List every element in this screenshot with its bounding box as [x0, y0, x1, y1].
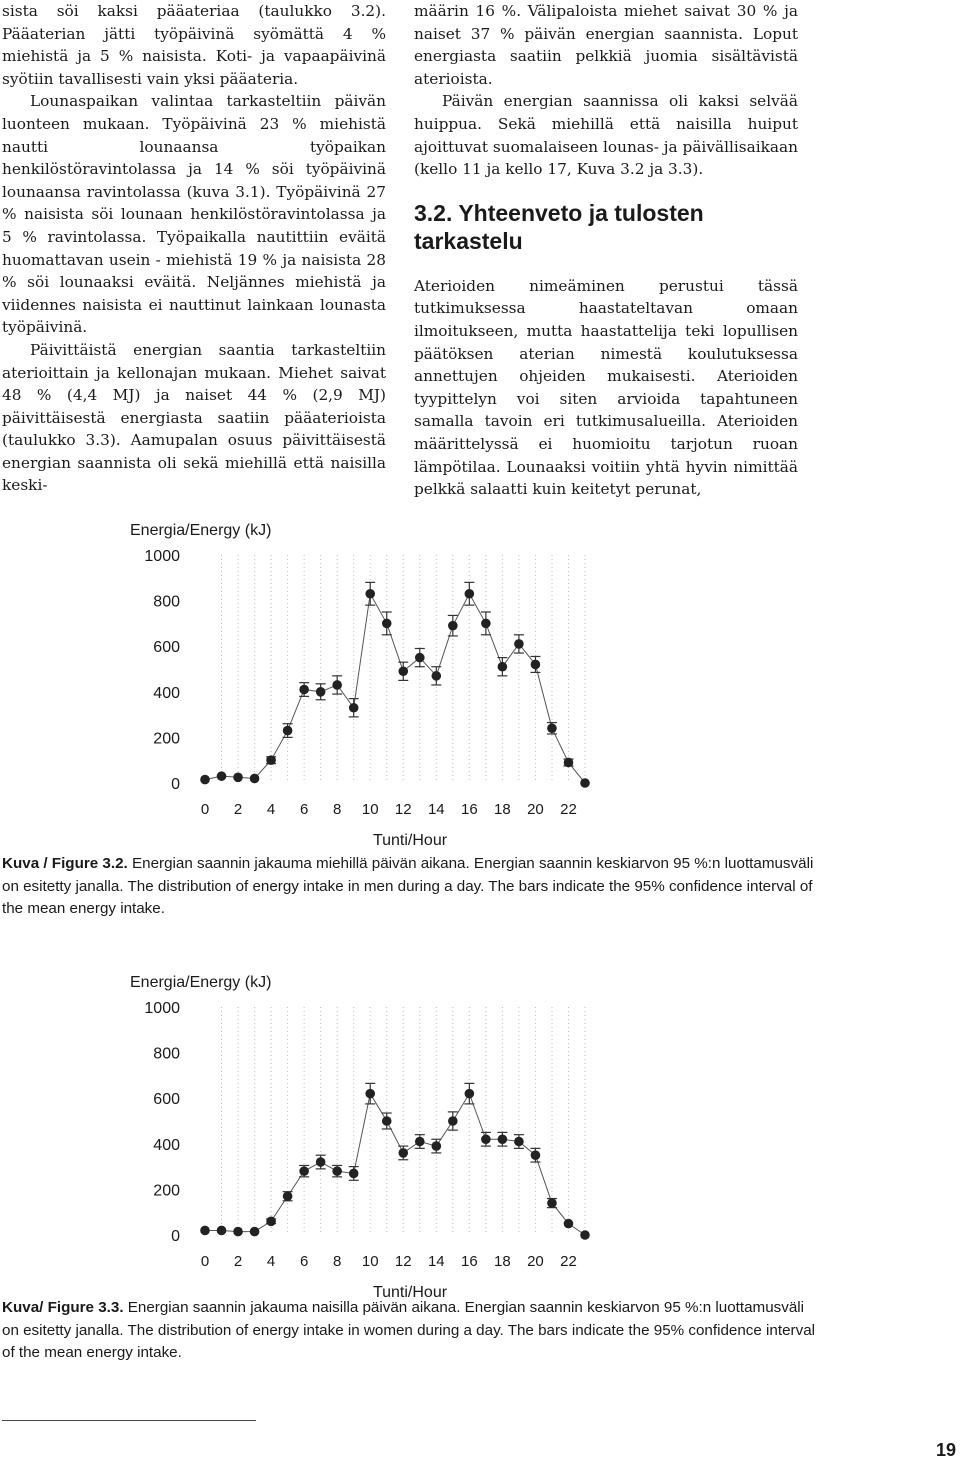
data-point [514, 1137, 524, 1147]
data-point [498, 1134, 508, 1144]
data-point [283, 726, 293, 736]
data-point [365, 589, 375, 599]
data-point [465, 589, 475, 599]
data-point [398, 666, 408, 676]
x-tick-label: 8 [333, 801, 342, 818]
y-tick-label: 0 [171, 776, 180, 793]
x-tick-label: 4 [266, 1253, 276, 1270]
x-tick-label: 0 [200, 1253, 210, 1270]
data-point [266, 755, 276, 765]
x-tick-label: 18 [494, 1253, 511, 1270]
data-point [382, 619, 392, 629]
data-point [580, 778, 590, 788]
data-point [299, 685, 309, 695]
x-tick-label: 22 [560, 1253, 577, 1270]
x-tick-label: 6 [299, 1253, 309, 1270]
x-tick-label: 4 [266, 801, 276, 818]
y-axis-title: Energia/Energy (kJ) [130, 522, 272, 539]
data-point [217, 771, 227, 781]
data-point [564, 758, 574, 768]
data-point [531, 1150, 541, 1160]
data-point [564, 1219, 574, 1229]
x-tick-label: 2 [233, 1253, 243, 1270]
data-point [481, 1134, 491, 1144]
y-tick-label: 1000 [144, 548, 180, 565]
data-point [233, 773, 243, 783]
data-point [299, 1166, 309, 1176]
data-point [547, 723, 557, 733]
y-axis-title: Energia/Energy (kJ) [130, 974, 272, 991]
figure-caption-text: Energian saannin jakauma naisilla päivän aikana. Energian saannin keskiarvon 95 %:n luottamusväli on esitetty janalla. The distribution of energy intake in women during a day. The bars indicate the 95% confidence interval of the mean energy intake. [2, 1299, 816, 1361]
series-line [205, 1094, 585, 1235]
data-point [415, 1137, 425, 1147]
data-point [332, 680, 342, 690]
data-point [415, 653, 425, 663]
x-tick-label: 14 [427, 801, 445, 818]
figure-label: Kuva / Figure 3.2. [2, 855, 128, 872]
x-tick-label: 12 [394, 1253, 412, 1270]
page-number: 19 [935, 1440, 956, 1460]
data-point [332, 1166, 342, 1176]
figure-caption-text: Energian saannin jakauma miehillä päivän aikana. Energian saannin keskiarvon 95 %:n luottamusväli on esitetty janalla. The distribution of energy intake in men during a day. The bars indicate the 95% confidence interval of the mean energy intake. [2, 855, 814, 917]
paragraph: Aterioiden nimeäminen perustui tässä tutkimuksessa haastateltavan omaan ilmoitukseen, mutta haastattelija teki lopullisen päätöksen aterian nimestä koulutuksessa annettujen ohjeiden mukaisesti. Aterioiden tyypittelyn voi siten arvioida tapahtuneen samalla tavoin eri tutkimusalueilla. Aterioiden määrittelyssä ei huomioitu tarjotun ruoan lämpötilaa. Lounaaksi voitiin yhtä hyvin nimittää pelkkä salaatti kuin keitetyt perunat, [414, 276, 798, 499]
x-tick-label: 12 [394, 801, 412, 818]
y-tick-label: 400 [153, 684, 180, 702]
x-tick-label: 14 [427, 1253, 445, 1270]
y-tick-label: 400 [153, 1136, 180, 1154]
y-tick-label: 800 [153, 1045, 180, 1063]
x-tick-label: 8 [333, 1253, 342, 1270]
section-heading: 3.2. Yhteenveto ja tulosten tarkastelu [414, 199, 704, 254]
data-point [498, 662, 508, 672]
data-point [200, 1226, 210, 1236]
data-point [531, 660, 541, 670]
series-line [205, 594, 585, 783]
data-point [481, 619, 491, 629]
y-tick-label: 600 [153, 1091, 180, 1109]
paragraph: Päivän energian saannissa oli kaksi selvää huippua. Sekä miehillä että naisilla huiput ajoittuvat suomalaiseen lounas- ja päivällisaikaan (kello 11 ja kello 17, Kuva 3.2 ja 3.3). [414, 92, 798, 179]
right-text-column [414, 0, 798, 501]
y-tick-label: 200 [153, 730, 180, 748]
data-point [432, 671, 442, 681]
data-point [432, 1141, 442, 1151]
x-tick-label: 2 [233, 801, 243, 818]
y-tick-label: 0 [171, 1228, 180, 1245]
chart-energy-women [0, 967, 960, 1307]
paragraph: Päivittäistä energian saantia tarkasteltiin aterioittain ja kellonajan mukaan. Miehet saivat 48 % (4,4 MJ) ja naiset 44 % (2,9 MJ) päivittäisestä energiasta saatiin pääaterioista (taulukko 3.3). Aamupalan osuus päivittäisestä energian saannista oli sekä miehillä että naisilla keski- [2, 340, 386, 495]
data-point [200, 775, 210, 785]
data-point [266, 1217, 276, 1227]
x-tick-label: 10 [361, 1253, 379, 1270]
data-point [217, 1226, 227, 1236]
x-tick-label: 18 [494, 801, 511, 818]
paragraph: sista söi kaksi pääateriaa (taulukko 3.2). Pääaterian jätti työpäivinä syömättä 4 % miehistä ja 5 % naisista. Koti- ja vapaapäivinä syötiin tavallisesti vain yksi pääateria. [2, 2, 386, 88]
paragraph: Lounaspaikan valintaa tarkasteltiin päivän luonteen mukaan. Työpäivinä 23 % miehistä nautti lounaansa työpaikan henkilöstöravintolassa ja 14 % söi työpäivinä lounaansa ravintolassa (kuva 3.1). Työpäivinä 27 % naisista söi lounaan henkilöstöravintolassa ja 5 % ravintolassa. Työpaikalla nautittiin eväitä huomattavan usein - miehistä 19 % ja naisista 28 % söi lounaaksi eväitä. Neljännes miehistä ja viidennes naisista ei nauttinut lainkaan lounasta työpäivinä. [2, 92, 386, 337]
data-point [448, 621, 458, 631]
data-point [382, 1116, 392, 1126]
data-point [580, 1230, 590, 1240]
figure-caption-3-3 [2, 1297, 822, 1365]
figure-label: Kuva/ Figure 3.3. [2, 1299, 124, 1316]
y-tick-label: 1000 [144, 1000, 180, 1017]
x-tick-label: 6 [299, 801, 309, 818]
data-point [547, 1198, 557, 1208]
data-point [316, 687, 326, 697]
x-tick-label: 20 [527, 1253, 544, 1270]
x-tick-label: 0 [200, 801, 210, 818]
x-tick-label: 20 [527, 801, 544, 818]
data-point [316, 1157, 326, 1167]
y-tick-label: 200 [153, 1182, 180, 1200]
paragraph: määrin 16 %. Välipaloista miehet saivat 30 % ja naiset 37 % päivän energian saannista. Loput energiasta saatiin pelkkiä juomia sisältävistä aterioista. [414, 2, 798, 88]
data-point [349, 1169, 359, 1179]
data-point [250, 1227, 260, 1237]
x-axis-title: Tunti/Hour [372, 832, 448, 849]
x-tick-label: 10 [361, 801, 379, 818]
x-axis-title: Tunti/Hour [372, 1284, 448, 1301]
data-point [283, 1191, 293, 1201]
figure-caption-3-2 [2, 853, 822, 921]
data-point [250, 774, 260, 784]
y-tick-label: 800 [153, 593, 180, 611]
data-point [349, 703, 359, 713]
chart-energy-men [0, 515, 960, 855]
footer-rule [2, 1420, 256, 1421]
x-tick-label: 22 [560, 801, 577, 818]
y-tick-label: 600 [153, 639, 180, 657]
x-tick-label: 16 [461, 1253, 478, 1270]
left-text-column [2, 0, 386, 497]
data-point [233, 1227, 243, 1237]
data-point [448, 1116, 458, 1126]
x-tick-label: 16 [461, 801, 478, 818]
data-point [398, 1148, 408, 1158]
data-point [465, 1089, 475, 1099]
data-point [365, 1089, 375, 1099]
data-point [514, 639, 524, 649]
